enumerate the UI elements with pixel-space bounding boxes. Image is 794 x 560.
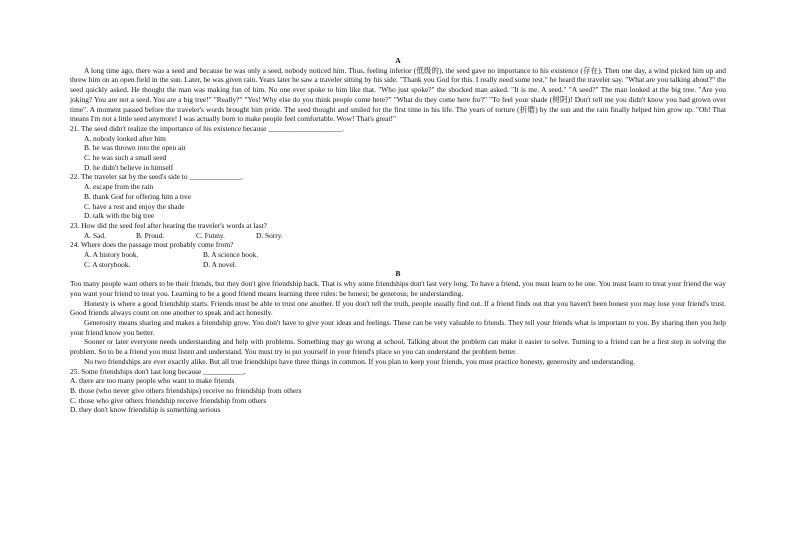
q24-options-row2 (84, 260, 726, 270)
section-b-paragraph-2: Honesty is where a good friendship starts. Friends must be able to trust one another. If you don't tell the truth, people usually find out. If a friend finds out that you haven't been honest you may lose your friend's trust. Good friends always count on one another to speak and act honestly. (70, 298, 726, 318)
section-b-paragraph-5: No two friendships are ever exactly alike. But all true friendships have three things in common. If you plan to keep your friends, you must practice honesty, generosity and understanding. (84, 356, 636, 366)
section-b-paragraph-4: Sooner or later everyone needs understanding and help with problems. Something may go wrong at school. Talking about the problem can make it easier to solve. Turning to a friend can be a first step in solving the problem. So to be a friend you must listen and understand. You must try to put yourself in your friend's place so you can understand the problem better. (70, 337, 726, 357)
q23-options (84, 231, 726, 241)
q24-options-row1 (84, 250, 726, 260)
section-a-passage: A long time ago, there was a seed and because he was only a seed, nobody noticed him. Thus, feeling inferior (低级的), the seed gave no importance to his existence (存在). Then one day, a wind picked him up and threw him on an open field in the sun. Later, he was given rain. Years later he saw a traveler sitting by his side. "Thank you God for this. I really need some rest," he heard the traveler say. "What are you talking about?" the seed quickly asked. He thought the man was making fun of him. No one ever spoke to him like that. "Who just spoke?" the shocked man asked. "It is me. A seed." "A seed?" The man looked at the big tree. "Are you joking? You are not a seed. You are a big tree!" "Really?" "Yes! Why else do you think people come here?" "What do they come here for?" "To feel your shade (树阴)! Don't tell me you didn't know you had grown over time". A moment passed before the traveler's words brought him pride. The seed thought and smiled for the first time in his life. The years of torture (折磨) by the sun and the rain finally helped him grow up. "Oh! That means I'm not a little seed anymore! I was actually born to make people feel comfortable. Wow! That's great!" (70, 65, 726, 124)
section-b-paragraph-1: Too many people want others to be their friends, but they don't give friendship back. That is why some friendships don't last very long. To have a friend, you must learn to be one. You must learn to treat your friend the way you want your friend to treat you. Learning to be a good friend means learning three rules: be honest; be generous; be understanding. (70, 279, 726, 298)
q25-option-b: B. those (who never give others friendships) receive no friendship from others (70, 385, 302, 395)
q25-option-d: D. they don't know friendship is something serious (70, 405, 221, 415)
q22-option-b: B. thank God for offering him a tree (84, 191, 191, 201)
q22-option-c: C. have a rest and enjoy the shade (84, 201, 185, 211)
q23-option-d: D. Sorry. (256, 230, 283, 240)
question-25: 25. Some friendships don't last long because ___________. (70, 366, 246, 376)
section-a-heading: A (395, 56, 401, 65)
q23-option-b: B. Proud. (136, 230, 165, 240)
q21-option-b: B. he was thrown into the open air (84, 143, 186, 153)
q23-option-c: C. Funny. (196, 230, 225, 240)
section-b-heading: B (395, 269, 401, 279)
q22-option-a: A. escape from the rain (84, 182, 154, 192)
q21-option-d: D. he didn't believe in himself (84, 162, 174, 172)
question-22: 22. The traveler sat by the seed's side to ______________. (70, 172, 243, 182)
q24-option-d: D. A novel. (203, 259, 237, 269)
q25-option-a: A. there are too many people who want to make friends (70, 376, 235, 386)
q22-option-d: D. talk with the big tree (84, 211, 155, 221)
q24-option-b: B. A science book. (203, 250, 259, 260)
q21-option-c: C. he was such a small seed (84, 153, 167, 163)
q24-option-a: A. A history book. (84, 250, 139, 260)
question-21: 21. The seed didn't realize the importance of his existence because ____________________. (70, 123, 344, 133)
question-24: 24. Where does the passage most probably come from? (70, 240, 234, 250)
question-23: 23. How did the seed feel after hearing the traveler's words at last? (70, 220, 267, 230)
q23-option-a: A. Sad. (84, 230, 106, 240)
q24-option-c: C. A storybook. (84, 259, 131, 269)
section-b-paragraph-3: Generosity means sharing and makes a friendship grow. You don't have to give your ideas and feelings. These can be very valuable to friends. They tell your friends what is important to you. By sharing then you help your friend know you better. (70, 317, 726, 337)
q25-option-c: C. those who give others friendship receive friendship from others (70, 395, 267, 405)
q21-option-a: A. nobody looked after him (84, 133, 166, 143)
document-page (70, 56, 726, 415)
